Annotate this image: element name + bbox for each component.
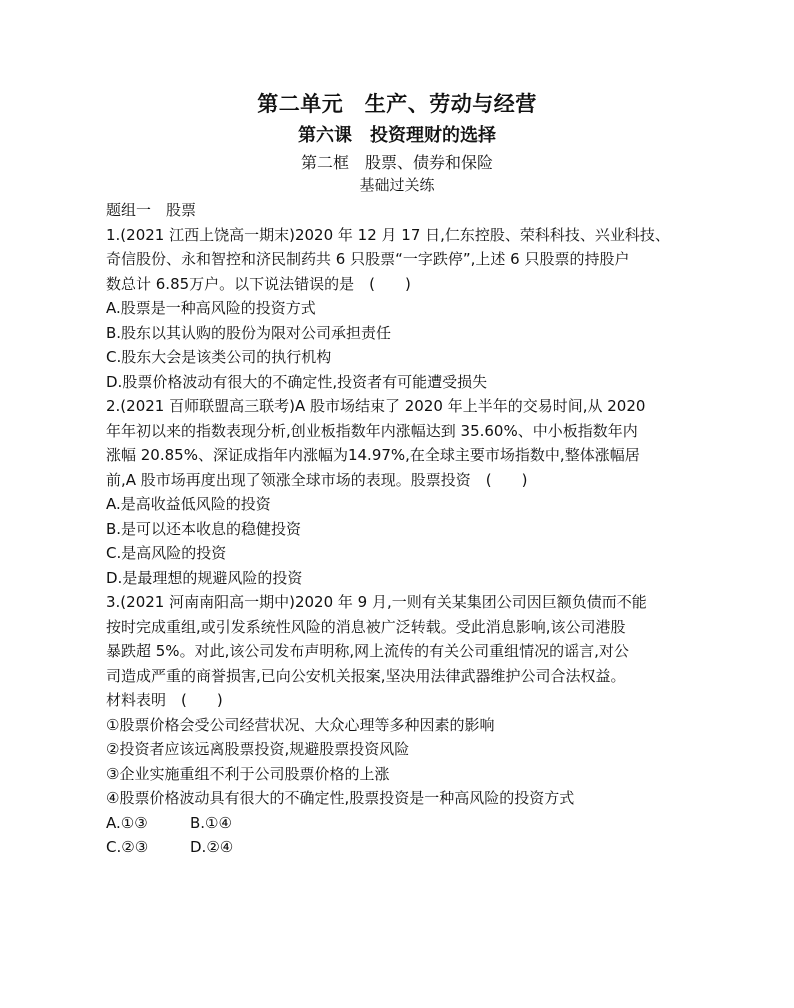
question-content [106, 198, 706, 860]
question-1-line-1: 1.(2021 江西上饶高一期末)2020 年 12 月 17 日,仁东控股、荣科科技、兴业科技、 [106, 225, 670, 244]
question-3-choice-a: A.①③ [106, 813, 148, 832]
question-3-choice-b: B.①④ [190, 813, 232, 832]
question-1-line-3: 数总计 6.85万户。以下说法错误的是 ( ) [106, 274, 411, 293]
question-3-choices-row-2 [106, 835, 706, 860]
question-2-line-4: 前,A 股市场再度出现了领涨全球市场的表现。股票投资 ( ) [106, 470, 528, 489]
practice-title: 基础过关练 [359, 176, 435, 194]
question-2-option-a: A.是高收益低风险的投资 [106, 495, 271, 513]
question-3-line-2: 按时完成重组,或引发系统性风险的消息被广泛转载。受此消息影响,该公司港股 [106, 617, 626, 636]
section-heading: 题组一 股票 [106, 201, 197, 219]
question-3-choices-row-1 [106, 811, 706, 836]
question-3-line-1: 3.(2021 河南南阳高一期中)2020 年 9 月,一则有关某集团公司因巨额负债而不能 [106, 593, 647, 611]
question-1-option-d: D.股票价格波动有很大的不确定性,投资者有可能遭受损失 [106, 372, 488, 391]
lesson-title: 第六课 投资理财的选择 [298, 125, 496, 146]
question-2-option-b: B.是可以还本收息的稳健投资 [106, 519, 302, 538]
question-2-option-d: D.是最理想的规避风险的投资 [106, 568, 303, 587]
question-1-option-a: A.股票是一种高风险的投资方式 [106, 299, 316, 317]
question-3-line-4: 司造成严重的商誉损害,已向公安机关报案,坚决用法律武器维护公司合法权益。 [106, 666, 626, 685]
question-2-option-c: C.是高风险的投资 [106, 544, 227, 562]
question-1-option-c: C.股东大会是该类公司的执行机构 [106, 348, 332, 366]
question-3-statement-4: ④股票价格波动具有很大的不确定性,股票投资是一种高风险的投资方式 [106, 789, 575, 807]
question-1-line-2: 奇信股份、永和智控和济民制药共 6 只股票“一字跌停”,上述 6 只股票的持股户 [106, 250, 630, 268]
question-2-line-2: 年年初以来的指数表现分析,创业板指数年内涨幅达到 35.60%、中小板指数年内 [106, 421, 638, 440]
question-3-statement-1: ①股票价格会受公司经营状况、大众心理等多种因素的影响 [106, 715, 495, 734]
frame-title: 第二框 股票、债券和保险 [300, 153, 493, 172]
question-2-line-3: 涨幅 20.85%、深证成指年内涨幅为14.97%,在全球主要市场指数中,整体涨幅居 [106, 446, 640, 464]
question-3-line-5: 材料表明 ( ) [106, 691, 223, 709]
question-3-choice-d: D.②④ [190, 838, 234, 856]
unit-title: 第二单元 生产、劳动与经营 [257, 92, 537, 116]
question-2-line-1: 2.(2021 百师联盟高三联考)A 股市场结束了 2020 年上半年的交易时间,从 2020 [106, 397, 646, 415]
question-3-statement-3: ③企业实施重组不利于公司股票价格的上涨 [106, 764, 390, 783]
question-1-option-b: B.股东以其认购的股份为限对公司承担责任 [106, 323, 392, 342]
question-3-line-3: 暴跌超 5%。对此,该公司发布声明称,网上流传的有关公司重组情况的谣言,对公 [106, 642, 629, 660]
question-3-choice-c: C.②③ [106, 838, 149, 856]
question-3-statement-2: ②投资者应该远离股票投资,规避股票投资风险 [106, 740, 410, 758]
